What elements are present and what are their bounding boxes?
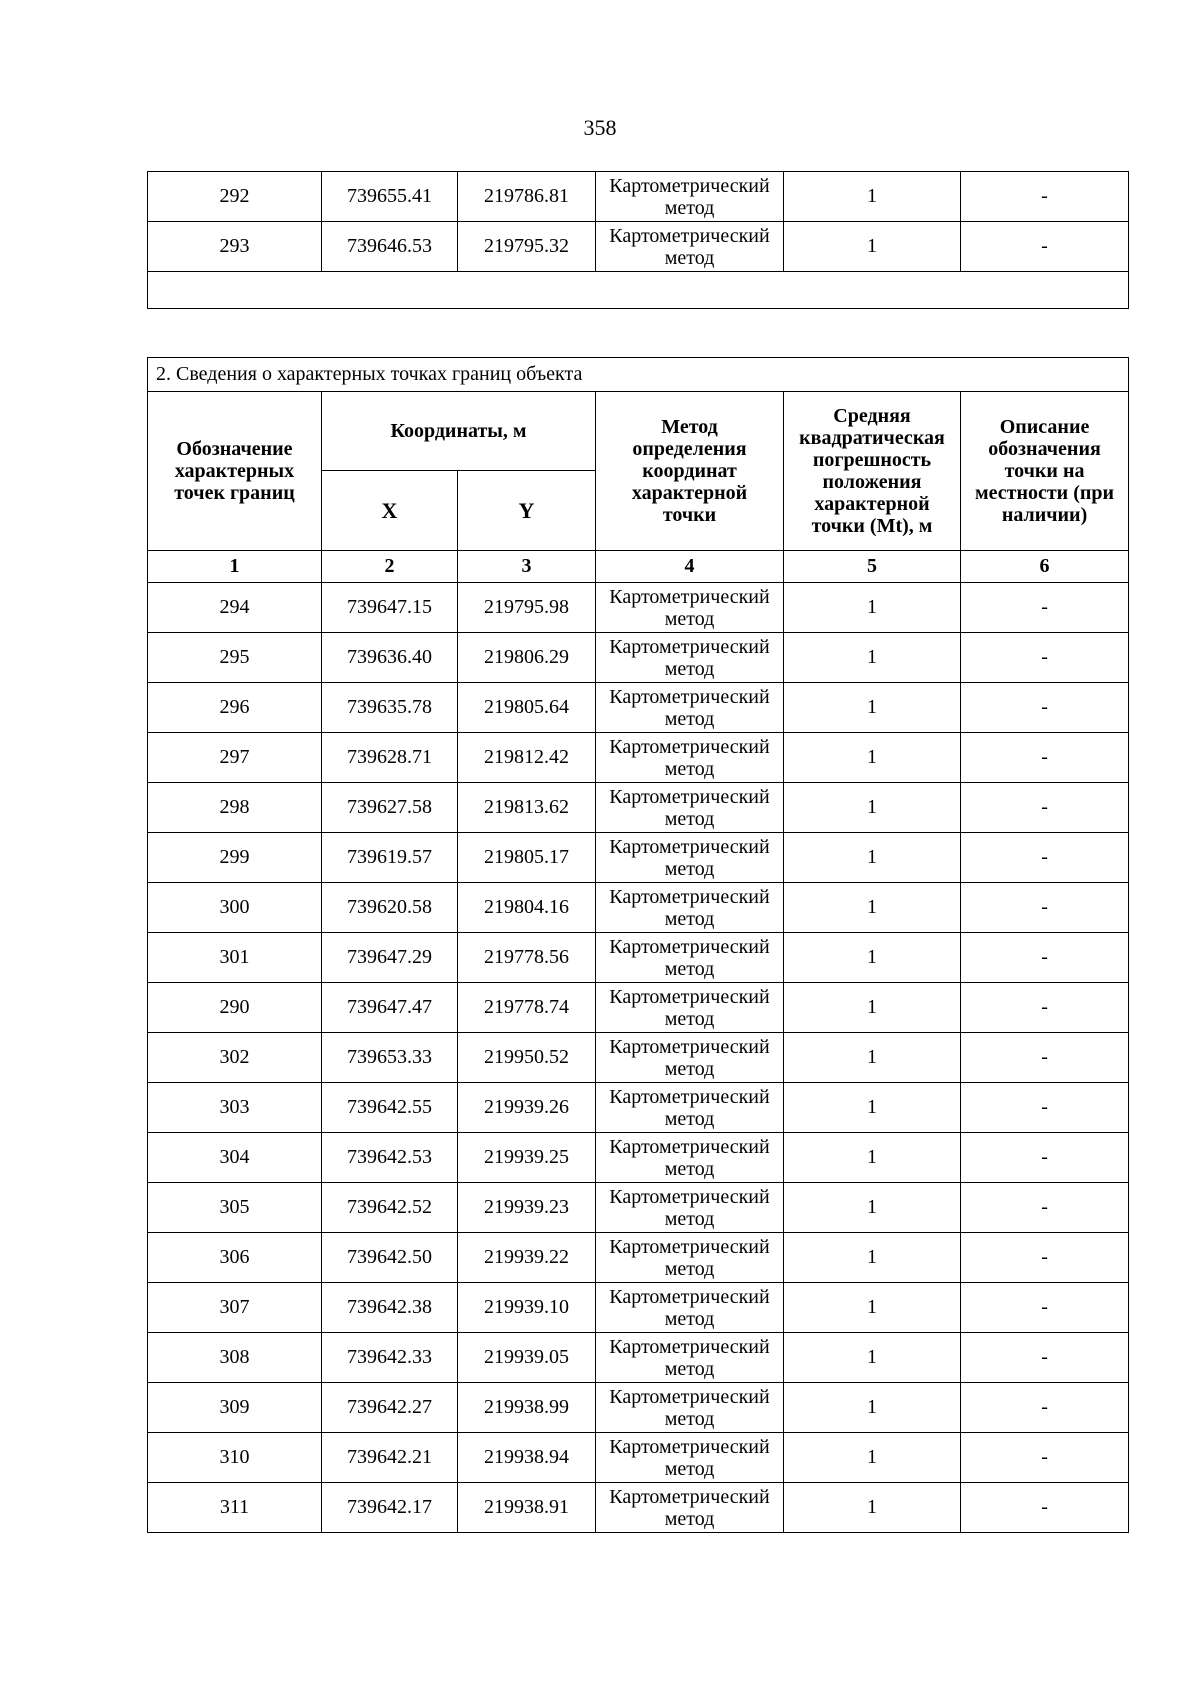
table-row [148, 883, 1129, 933]
description-cell: - [961, 833, 1129, 883]
table-row [148, 983, 1129, 1033]
x-coordinate-cell: 739647.15 [322, 583, 458, 633]
method-cell [596, 222, 784, 272]
method-cell [596, 1283, 784, 1333]
y-coordinate-cell: 219939.22 [458, 1233, 596, 1283]
table-row [148, 1233, 1129, 1283]
method-line-2: метод [664, 1107, 715, 1130]
method-line-2: метод [664, 246, 715, 269]
description-cell: - [961, 172, 1129, 222]
y-coordinate-cell: 219938.94 [458, 1433, 596, 1483]
accuracy-cell: 1 [784, 1183, 961, 1233]
y-coordinate-cell: 219939.10 [458, 1283, 596, 1333]
point-id-cell: 309 [148, 1383, 322, 1433]
method-line-1: Картометрический [609, 585, 770, 608]
x-coordinate-cell: 739642.17 [322, 1483, 458, 1533]
y-coordinate-cell: 219806.29 [458, 633, 596, 683]
method-line-2: метод [664, 1207, 715, 1230]
point-id-cell: 307 [148, 1283, 322, 1333]
method-cell [596, 883, 784, 933]
empty-row [148, 272, 1129, 309]
x-coordinate-cell: 739636.40 [322, 633, 458, 683]
y-coordinate-cell: 219939.26 [458, 1083, 596, 1133]
description-cell: - [961, 1333, 1129, 1383]
method-cell [596, 1083, 784, 1133]
point-id-cell: 300 [148, 883, 322, 933]
header-x: X [322, 471, 458, 551]
table-row [148, 1483, 1129, 1533]
x-coordinate-cell: 739646.53 [322, 222, 458, 272]
accuracy-cell: 1 [784, 733, 961, 783]
description-cell: - [961, 933, 1129, 983]
method-line-1: Картометрический [609, 1185, 770, 1208]
method-line-1: Картометрический [609, 1235, 770, 1258]
x-coordinate-cell: 739642.50 [322, 1233, 458, 1283]
header-y: Y [458, 471, 596, 551]
y-coordinate-cell: 219939.23 [458, 1183, 596, 1233]
method-line-1: Картометрический [609, 885, 770, 908]
point-id-cell: 293 [148, 222, 322, 272]
table-row [148, 222, 1129, 272]
point-id-cell: 295 [148, 633, 322, 683]
description-cell: - [961, 1283, 1129, 1333]
method-line-1: Картометрический [609, 1385, 770, 1408]
method-line-2: метод [664, 196, 715, 219]
description-cell: - [961, 1383, 1129, 1433]
method-line-2: метод [664, 1457, 715, 1480]
point-id-cell: 308 [148, 1333, 322, 1383]
method-cell [596, 1433, 784, 1483]
header-designation: Обозначение характерных точек границ [148, 392, 322, 551]
top-table-body [148, 172, 1129, 272]
method-line-1: Картометрический [609, 685, 770, 708]
method-line-2: метод [664, 757, 715, 780]
table-row [148, 1033, 1129, 1083]
method-line-2: метод [664, 657, 715, 680]
description-cell: - [961, 1083, 1129, 1133]
point-id-cell: 306 [148, 1233, 322, 1283]
method-cell [596, 1033, 784, 1083]
method-line-2: метод [664, 807, 715, 830]
table-row [148, 1133, 1129, 1183]
table-row [148, 783, 1129, 833]
table-row [148, 1333, 1129, 1383]
accuracy-cell: 1 [784, 933, 961, 983]
point-id-cell: 292 [148, 172, 322, 222]
y-coordinate-cell: 219795.98 [458, 583, 596, 633]
x-coordinate-cell: 739655.41 [322, 172, 458, 222]
y-coordinate-cell: 219805.64 [458, 683, 596, 733]
y-coordinate-cell: 219778.56 [458, 933, 596, 983]
y-coordinate-cell: 219813.62 [458, 783, 596, 833]
method-line-2: метод [664, 707, 715, 730]
accuracy-cell: 1 [784, 633, 961, 683]
table-row [148, 833, 1129, 883]
column-number-1: 1 [148, 551, 322, 583]
y-coordinate-cell: 219938.91 [458, 1483, 596, 1533]
method-line-2: метод [664, 1307, 715, 1330]
method-line-1: Картометрический [609, 835, 770, 858]
method-line-2: метод [664, 907, 715, 930]
description-cell: - [961, 1033, 1129, 1083]
y-coordinate-cell: 219778.74 [458, 983, 596, 1033]
accuracy-cell: 1 [784, 683, 961, 733]
y-coordinate-cell: 219795.32 [458, 222, 596, 272]
method-cell [596, 933, 784, 983]
method-cell [596, 1383, 784, 1433]
x-coordinate-cell: 739642.33 [322, 1333, 458, 1383]
method-line-2: метод [664, 1257, 715, 1280]
boundary-points-table [147, 357, 1129, 1533]
point-id-cell: 303 [148, 1083, 322, 1133]
x-coordinate-cell: 739642.21 [322, 1433, 458, 1483]
description-cell: - [961, 983, 1129, 1033]
table-row [148, 1283, 1129, 1333]
method-cell [596, 1183, 784, 1233]
accuracy-cell: 1 [784, 222, 961, 272]
method-cell [596, 172, 784, 222]
method-cell [596, 1233, 784, 1283]
y-coordinate-cell: 219804.16 [458, 883, 596, 933]
x-coordinate-cell: 739647.47 [322, 983, 458, 1033]
x-coordinate-cell: 739642.53 [322, 1133, 458, 1183]
x-coordinate-cell: 739642.52 [322, 1183, 458, 1233]
method-cell [596, 783, 784, 833]
description-cell: - [961, 1233, 1129, 1283]
point-id-cell: 302 [148, 1033, 322, 1083]
method-line-1: Картометрический [609, 1135, 770, 1158]
header-description: Описание обозначения точки на местности (при наличии) [961, 392, 1129, 551]
point-id-cell: 294 [148, 583, 322, 633]
column-number-4: 4 [596, 551, 784, 583]
y-coordinate-cell: 219812.42 [458, 733, 596, 783]
column-number-5: 5 [784, 551, 961, 583]
point-id-cell: 305 [148, 1183, 322, 1233]
x-coordinate-cell: 739642.55 [322, 1083, 458, 1133]
description-cell: - [961, 1483, 1129, 1533]
table-row [148, 933, 1129, 983]
point-id-cell: 290 [148, 983, 322, 1033]
table-row [148, 1433, 1129, 1483]
top-continuation-table [147, 171, 1129, 309]
point-id-cell: 311 [148, 1483, 322, 1533]
header-method: Метод определения координат характерной точки [596, 392, 784, 551]
table-row [148, 1083, 1129, 1133]
point-id-cell: 297 [148, 733, 322, 783]
point-id-cell: 310 [148, 1433, 322, 1483]
method-cell [596, 683, 784, 733]
header-coordinates: Координаты, м [322, 392, 596, 471]
description-cell: - [961, 1433, 1129, 1483]
empty-cell [148, 272, 1129, 309]
description-cell: - [961, 222, 1129, 272]
main-table-body [148, 583, 1129, 1533]
method-line-2: метод [664, 1407, 715, 1430]
page-number: 358 [583, 115, 617, 140]
method-cell [596, 983, 784, 1033]
y-coordinate-cell: 219950.52 [458, 1033, 596, 1083]
column-number-6: 6 [961, 551, 1129, 583]
x-coordinate-cell: 739642.38 [322, 1283, 458, 1333]
description-cell: - [961, 783, 1129, 833]
x-coordinate-cell: 739627.58 [322, 783, 458, 833]
description-cell: - [961, 633, 1129, 683]
method-cell [596, 1133, 784, 1183]
table-row [148, 172, 1129, 222]
point-id-cell: 299 [148, 833, 322, 883]
method-line-2: метод [664, 957, 715, 980]
accuracy-cell: 1 [784, 1133, 961, 1183]
y-coordinate-cell: 219805.17 [458, 833, 596, 883]
method-line-1: Картометрический [609, 1035, 770, 1058]
table-row [148, 733, 1129, 783]
accuracy-cell: 1 [784, 833, 961, 883]
point-id-cell: 296 [148, 683, 322, 733]
method-line-1: Картометрический [609, 1435, 770, 1458]
description-cell: - [961, 683, 1129, 733]
method-line-2: метод [664, 857, 715, 880]
description-cell: - [961, 733, 1129, 783]
accuracy-cell: 1 [784, 1033, 961, 1083]
x-coordinate-cell: 739620.58 [322, 883, 458, 933]
accuracy-cell: 1 [784, 1483, 961, 1533]
method-line-1: Картометрический [609, 1085, 770, 1108]
table-row [148, 683, 1129, 733]
column-number-3: 3 [458, 551, 596, 583]
point-id-cell: 298 [148, 783, 322, 833]
point-id-cell: 304 [148, 1133, 322, 1183]
accuracy-cell: 1 [784, 1383, 961, 1433]
accuracy-cell: 1 [784, 983, 961, 1033]
description-cell: - [961, 1183, 1129, 1233]
point-id-cell: 301 [148, 933, 322, 983]
x-coordinate-cell: 739653.33 [322, 1033, 458, 1083]
x-coordinate-cell: 739628.71 [322, 733, 458, 783]
description-cell: - [961, 583, 1129, 633]
column-number-2: 2 [322, 551, 458, 583]
method-line-1: Картометрический [609, 935, 770, 958]
accuracy-cell: 1 [784, 1083, 961, 1133]
method-line-2: метод [664, 1357, 715, 1380]
method-line-1: Картометрический [609, 1485, 770, 1508]
method-cell [596, 733, 784, 783]
accuracy-cell: 1 [784, 783, 961, 833]
method-line-1: Картометрический [609, 635, 770, 658]
method-line-2: метод [664, 1057, 715, 1080]
y-coordinate-cell: 219939.25 [458, 1133, 596, 1183]
x-coordinate-cell: 739619.57 [322, 833, 458, 883]
x-coordinate-cell: 739635.78 [322, 683, 458, 733]
method-line-2: метод [664, 1007, 715, 1030]
method-line-1: Картометрический [609, 785, 770, 808]
method-cell [596, 633, 784, 683]
accuracy-cell: 1 [784, 883, 961, 933]
table-row [148, 1383, 1129, 1433]
method-line-1: Картометрический [609, 1335, 770, 1358]
accuracy-cell: 1 [784, 1283, 961, 1333]
method-line-1: Картометрический [609, 985, 770, 1008]
table-row [148, 583, 1129, 633]
method-line-1: Картометрический [609, 735, 770, 758]
description-cell: - [961, 1133, 1129, 1183]
method-cell [596, 833, 784, 883]
y-coordinate-cell: 219938.99 [458, 1383, 596, 1433]
accuracy-cell: 1 [784, 1233, 961, 1283]
method-cell [596, 1483, 784, 1533]
method-line-2: метод [664, 607, 715, 630]
table-row [148, 633, 1129, 683]
header-accuracy: Средняя квадратическая погрешность положения характерной точки (Mt), м [784, 392, 961, 551]
y-coordinate-cell: 219786.81 [458, 172, 596, 222]
method-line-2: метод [664, 1507, 715, 1530]
x-coordinate-cell: 739647.29 [322, 933, 458, 983]
method-line-1: Картометрический [609, 224, 770, 247]
accuracy-cell: 1 [784, 1433, 961, 1483]
method-line-1: Картометрический [609, 174, 770, 197]
method-line-1: Картометрический [609, 1285, 770, 1308]
table-row [148, 1183, 1129, 1233]
accuracy-cell: 1 [784, 1333, 961, 1383]
y-coordinate-cell: 219939.05 [458, 1333, 596, 1383]
x-coordinate-cell: 739642.27 [322, 1383, 458, 1433]
method-cell [596, 583, 784, 633]
description-cell: - [961, 883, 1129, 933]
method-line-2: метод [664, 1157, 715, 1180]
method-cell [596, 1333, 784, 1383]
table-caption: 2. Сведения о характерных точках границ объекта [148, 358, 1129, 392]
accuracy-cell: 1 [784, 172, 961, 222]
accuracy-cell: 1 [784, 583, 961, 633]
